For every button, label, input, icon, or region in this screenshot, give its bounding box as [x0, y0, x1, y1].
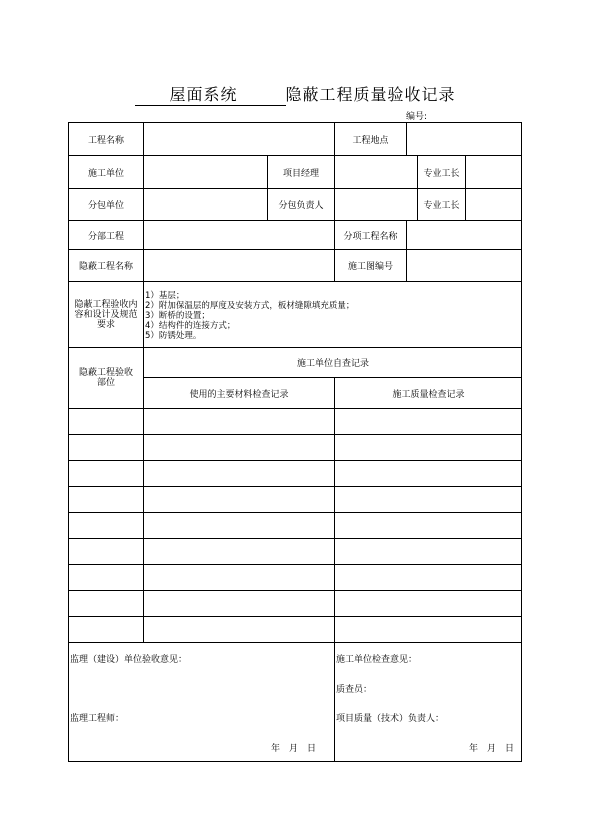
label-project-name: 工程名称: [69, 123, 144, 156]
record-quality-cell[interactable]: [335, 461, 522, 487]
record-part-cell[interactable]: [69, 461, 144, 487]
record-material-cell[interactable]: [144, 435, 335, 461]
supervisor-opinion-label: 监理（建设）单位验收意见：: [70, 655, 188, 665]
record-quality-cell[interactable]: [335, 487, 522, 513]
label-subcontractor: 分包单位: [69, 189, 144, 221]
title-part: 屋面系统: [135, 82, 243, 106]
label-project-manager: 项目经理: [268, 156, 335, 189]
record-part-cell[interactable]: [69, 435, 144, 461]
field-subcontractor[interactable]: [144, 189, 268, 221]
label-sub-division: 分项工程名称: [335, 221, 407, 250]
label-drawing-no: 施工图编号: [335, 250, 407, 282]
record-part-cell[interactable]: [69, 565, 144, 591]
header-self-check: 施工单位自查记录: [144, 348, 522, 378]
field-project-manager[interactable]: [335, 156, 418, 189]
label-division: 分部工程: [69, 221, 144, 250]
inspector-label: 质查员：: [336, 685, 373, 695]
field-project-location[interactable]: [407, 123, 522, 156]
field-drawing-no[interactable]: [407, 250, 522, 282]
record-material-cell[interactable]: [144, 617, 335, 643]
field-foreman-2[interactable]: [466, 189, 522, 221]
label-hidden-name: 隐蔽工程名称: [69, 250, 144, 282]
supervisor-engineer-label: 监理工程师：: [70, 714, 125, 724]
field-sub-leader[interactable]: [335, 189, 418, 221]
header-materials-record: 使用的主要材料检查记录: [144, 378, 335, 409]
requirement-item: 3）断桥的设置；: [145, 311, 210, 321]
field-sub-division[interactable]: [407, 221, 522, 250]
quality-leader-label: 项目质量（技术）负责人：: [336, 714, 445, 724]
field-construction-unit[interactable]: [144, 156, 268, 189]
record-quality-cell[interactable]: [335, 591, 522, 617]
label-inspection-part: 隐蔽工程验收部位: [69, 348, 144, 409]
record-part-cell[interactable]: [69, 513, 144, 539]
field-foreman[interactable]: [466, 156, 522, 189]
serial-number: [406, 109, 470, 122]
record-material-cell[interactable]: [144, 487, 335, 513]
label-foreman: 专业工长: [418, 156, 466, 189]
field-hidden-name[interactable]: [144, 250, 335, 282]
contractor-date: 年 月 日: [469, 744, 515, 754]
supervisor-date: 年 月 日: [271, 744, 317, 754]
record-material-cell[interactable]: [144, 565, 335, 591]
record-part-cell[interactable]: [69, 539, 144, 565]
label-foreman-2: 专业工长: [418, 189, 466, 221]
record-quality-cell[interactable]: [335, 617, 522, 643]
record-material-cell[interactable]: [144, 513, 335, 539]
title-underline: [244, 87, 286, 106]
form-table: [68, 122, 522, 762]
requirement-item: 4）结构件的连接方式；: [145, 321, 236, 331]
record-material-cell[interactable]: [144, 461, 335, 487]
record-quality-cell[interactable]: [335, 513, 522, 539]
label-construction-unit: 施工单位: [69, 156, 144, 189]
record-quality-cell[interactable]: [335, 539, 522, 565]
page-title: [0, 82, 591, 106]
label-sub-leader: 分包负责人: [268, 189, 335, 221]
record-quality-cell[interactable]: [335, 409, 522, 435]
record-part-cell[interactable]: [69, 409, 144, 435]
record-part-cell[interactable]: [69, 487, 144, 513]
field-division[interactable]: [144, 221, 335, 250]
requirement-item: 2）附加保温层的厚度及安装方式，板材缝隙填充质量；: [145, 301, 355, 311]
title-main: 隐蔽工程质量验收记录: [285, 85, 456, 104]
record-material-cell[interactable]: [144, 409, 335, 435]
requirement-item: 5）防锈处理。: [145, 331, 202, 341]
record-material-cell[interactable]: [144, 539, 335, 565]
requirements-list: [145, 291, 445, 341]
label-project-location: 工程地点: [335, 123, 407, 156]
field-project-name[interactable]: [144, 123, 335, 156]
record-part-cell[interactable]: [69, 591, 144, 617]
record-part-cell[interactable]: [69, 617, 144, 643]
record-quality-cell[interactable]: [335, 435, 522, 461]
requirement-item: 1）基层；: [145, 291, 185, 301]
header-quality-record: 施工质量检查记录: [335, 378, 522, 409]
serial-label: 编号:: [406, 112, 428, 122]
label-inspection-content: 隐蔽工程验收内容和设计及规范要求: [69, 282, 144, 348]
contractor-opinion-label: 施工单位检查意见：: [336, 655, 418, 665]
record-material-cell[interactable]: [144, 591, 335, 617]
record-quality-cell[interactable]: [335, 565, 522, 591]
